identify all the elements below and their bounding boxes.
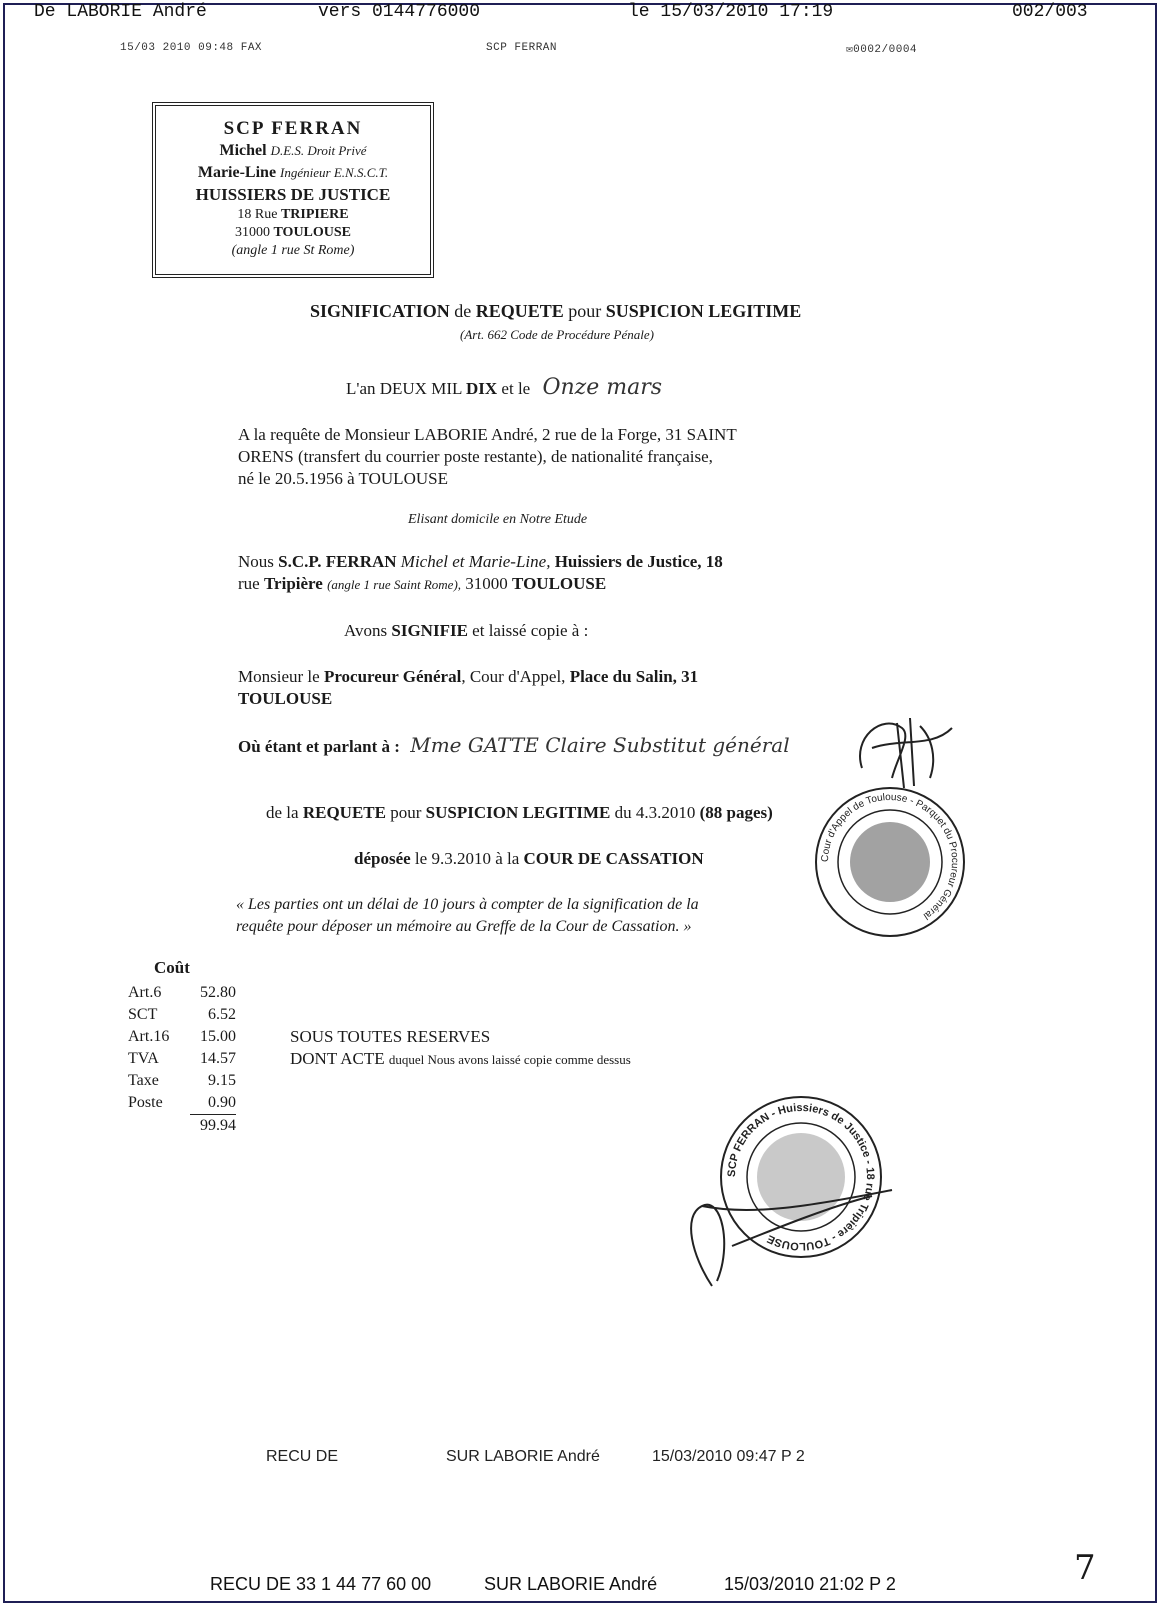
cost-label: SCT [128, 1006, 158, 1023]
firm-stamp-text: SCP FERRAN - Huissiers de Justice - 18 rue Tripière - TOULOUSE [725, 1101, 877, 1253]
cost-amount: 14.57 [200, 1050, 236, 1067]
recipient-city: TOULOUSE [238, 689, 333, 708]
fax-pages: 002/003 [1012, 2, 1088, 22]
cost-row [128, 1026, 236, 1048]
request-line: de la REQUETE pour SUSPICION LEGITIME du 4.3.2010 (88 pages) [266, 803, 773, 822]
requester-line3: né le 20.5.1956 à TOULOUSE [238, 469, 448, 488]
cost-label: Taxe [128, 1072, 159, 1089]
deposit-line: déposée le 9.3.2010 à la COUR DE CASSATION [354, 849, 704, 868]
signature-mark [842, 708, 962, 808]
notice-line1: « Les parties ont un délai de 10 jours à compter de la signification de la [236, 896, 699, 913]
handwritten-date: Onze mars [542, 375, 663, 400]
receipt1-label: RECU DE [266, 1448, 339, 1465]
cost-total-row [128, 1115, 236, 1138]
handwritten-recipient: Mme GATTE Claire Substitut général [410, 733, 790, 757]
cost-label: Art.6 [128, 984, 162, 1001]
reserves-line2: DONT ACTE duquel Nous avons laissé copie comme dessus [290, 1049, 631, 1068]
requester-line2: ORENS (transfert du courrier poste restante), de nationalité française, [238, 447, 713, 466]
court-stamp-text: Cour d'Appel de Toulouse - Parquet du Procureur Général [819, 791, 961, 922]
cost-row [128, 1070, 236, 1092]
cost-amount: 52.80 [200, 984, 236, 1001]
fax-envelope-icon: ✉ [846, 44, 854, 56]
requester-line1: A la requête de Monsieur LABORIE André, 2 rue de la Forge, 31 SAINT [238, 425, 737, 444]
cost-total-spacer [128, 1115, 190, 1138]
firm-signature [672, 1176, 912, 1296]
costs-heading: Coût [154, 958, 190, 977]
fax-date: le 15/03/2010 17:19 [628, 2, 834, 22]
receipt1-from: SUR LABORIE André [446, 1448, 600, 1465]
letterhead-city: 31000 TOULOUSE [234, 225, 352, 240]
cost-row [128, 1004, 236, 1026]
cost-label: TVA [128, 1050, 159, 1067]
domicile-note: Elisant domicile en Notre Etude [408, 512, 588, 527]
cost-amount: 15.00 [200, 1028, 236, 1045]
cost-amount: 0.90 [190, 1092, 236, 1115]
bailiff-line1: Nous S.C.P. FERRAN Michel et Marie-Line, Huissiers de Justice, 18 [238, 552, 723, 571]
receipt1-datetime: 15/03/2010 09:47 P 2 [652, 1448, 805, 1465]
cost-row [128, 1092, 236, 1115]
fax-to: vers 0144776000 [318, 2, 481, 22]
letterhead-profession: HUISSIERS DE JUSTICE [195, 185, 391, 204]
recipient-line1: Monsieur le Procureur Général, Cour d'Appel, Place du Salin, 31 [238, 667, 699, 686]
document-subtitle: (Art. 662 Code de Procédure Pénale) [460, 327, 654, 342]
cost-label: Art.16 [128, 1028, 170, 1045]
letterhead-name2: Marie-Line Ingénieur E.N.S.C.T. [197, 164, 389, 181]
inner-fax-datetime: 15/03 2010 09:48 FAX [120, 42, 263, 54]
inner-fax-page: ✉0002/0004 [846, 44, 918, 56]
cost-label: Poste [128, 1094, 163, 1112]
receipt2-from: SUR LABORIE André [484, 1574, 658, 1594]
page-mark: 7 [1074, 1548, 1096, 1588]
letterhead-corner: (angle 1 rue St Rome) [231, 243, 355, 258]
costs-table [128, 982, 236, 1137]
bailiff-line2: rue Tripière (angle 1 rue Saint Rome), 31000 TOULOUSE [238, 574, 607, 593]
cost-amount: 6.52 [208, 1006, 236, 1023]
inner-fax-sender: SCP FERRAN [486, 42, 558, 54]
cost-row [128, 1048, 236, 1070]
document-title: SIGNIFICATION de REQUETE pour SUSPICION LEGITIME [310, 301, 802, 321]
cost-amount: 9.15 [208, 1072, 236, 1089]
notice-line2: requête pour déposer un mémoire au Greffe de la Cour de Cassation. » [236, 918, 692, 935]
letterhead [152, 102, 434, 278]
receipt2-datetime: 15/03/2010 21:02 P 2 [724, 1574, 896, 1594]
reserves-line1: SOUS TOUTES RESERVES [290, 1027, 491, 1046]
letterhead-firm: SCP FERRAN [223, 118, 363, 139]
letterhead-street: 18 Rue TRIPIERE [237, 207, 349, 222]
speaking-line: Où étant et parlant à : Mme GATTE Claire Substitut général [238, 733, 790, 757]
cost-total: 99.94 [200, 1117, 236, 1134]
letterhead-name1: Michel D.E.S. Droit Privé [219, 142, 367, 159]
costs-rows [128, 982, 236, 1137]
receipt2-label: RECU DE 33 1 44 77 60 00 [210, 1574, 432, 1594]
fax-from: De LABORIE André [34, 2, 207, 22]
served-line: Avons SIGNIFIE et laissé copie à : [344, 621, 589, 640]
date-line: L'an DEUX MIL DIX et le Onze mars [346, 375, 663, 400]
cost-row [128, 982, 236, 1004]
